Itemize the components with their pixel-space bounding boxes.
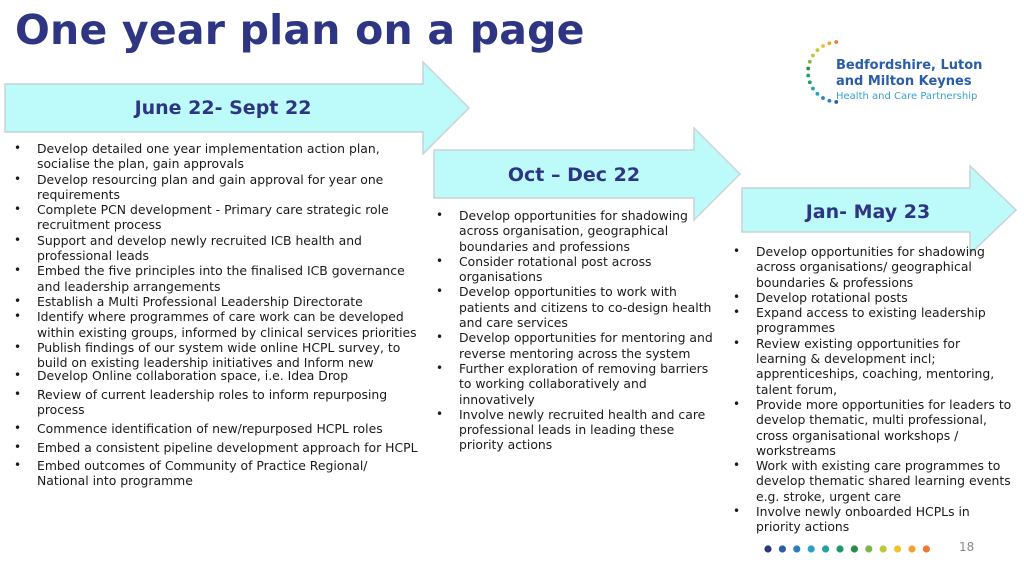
list-item: • Further exploration of removing barriers to working collaboratively and innovatively [436, 361, 720, 407]
list-item: • Identify where programmes of care work can be developed within existing groups, informed by clinical services priorities [14, 309, 422, 340]
bullet-list-phase-3 [733, 244, 1013, 535]
phase-label-1: June 22- Sept 22 [134, 97, 312, 119]
logo-dot [827, 41, 831, 45]
bullet-list-phase-1 [14, 141, 422, 489]
list-item: • Support and develop newly recruited ICB health and professional leads [14, 233, 422, 264]
list-item: • Review of current leadership roles to inform repurposing process [14, 387, 422, 418]
list-item: • Develop detailed one year implementation action plan, socialise the plan, gain approvals [14, 141, 422, 172]
list-item: • Review existing opportunities for learning & development incl; apprenticeships, coaching, mentoring, talent forum, [733, 336, 1013, 397]
logo-dot [808, 60, 812, 64]
footer-dot [851, 545, 858, 552]
list-item: • Publish findings of our system wide online HCPL survey, to build on existing leadership initiatives and Inform new [14, 340, 422, 371]
logo-line-3: Health and Care Partnership [836, 91, 978, 102]
logo-text [836, 58, 982, 103]
phase-arrow-3 [740, 164, 1020, 256]
bullet-list-phase-2 [436, 208, 720, 453]
logo-dot [816, 92, 820, 96]
list-item: • Develop Online collaboration space, i.e. Idea Drop [14, 368, 422, 383]
footer-dot [865, 545, 872, 552]
list-item: • Work with existing care programmes to develop thematic shared learning events e.g. stroke, urgent care [733, 458, 1013, 504]
footer-dot [808, 545, 815, 552]
list-item: • Embed outcomes of Community of Practice Regional/ National into programme [14, 458, 422, 489]
footer-dot [836, 545, 843, 552]
list-item: • Embed a consistent pipeline development approach for HCPL [14, 440, 422, 455]
logo-dot [834, 40, 838, 44]
page-number: 18 [959, 540, 975, 554]
logo-line-1: Bedfordshire, Luton [836, 58, 983, 73]
logo-dot [811, 54, 815, 58]
footer-dot [779, 545, 786, 552]
footer-dots-decoration [764, 544, 944, 554]
logo-dot [821, 96, 825, 100]
footer-dot [764, 545, 771, 552]
footer-dot [908, 545, 915, 552]
logo-dot [827, 99, 831, 103]
list-item: • Develop opportunities for shadowing across organisations/ geographical boundaries & professions [733, 244, 1013, 290]
list-item: • Develop opportunities for shadowing across organisation, geographical boundaries and professions [436, 208, 720, 254]
list-item: • Develop rotational posts [733, 290, 1013, 305]
phase-label-2: Oct – Dec 22 [507, 164, 641, 186]
list-item: • Expand access to existing leadership programmes [733, 305, 1013, 336]
list-item: • Provide more opportunities for leaders to develop thematic, multi professional, cross organisational workshops / workstreams [733, 397, 1013, 458]
logo [800, 36, 990, 106]
footer-dot [793, 545, 800, 552]
logo-dot [806, 74, 810, 78]
list-item: • Involve newly onboarded HCPLs in priority actions [733, 504, 1013, 535]
list-item: • Establish a Multi Professional Leadership Directorate [14, 294, 422, 309]
list-item: • Involve newly recruited health and care professional leads in leading these priority actions [436, 407, 720, 453]
list-item: • Embed the five principles into the finalised ICB governance and leadership arrangements [14, 263, 422, 294]
logo-dot [821, 44, 825, 48]
footer-dot [880, 545, 887, 552]
logo-dot [816, 48, 820, 52]
list-item: • Consider rotational post across organisations [436, 254, 720, 285]
list-item: • Develop opportunities for mentoring and reverse mentoring across the system [436, 330, 720, 361]
logo-dot [808, 80, 812, 84]
logo-line-2: and Milton Keynes [836, 74, 972, 89]
footer-dot [822, 545, 829, 552]
logo-dot [811, 87, 815, 91]
list-item: • Commence identification of new/repurposed HCPL roles [14, 421, 422, 436]
logo-dot [806, 67, 810, 71]
logo-dots-icon [800, 36, 840, 106]
footer-dot [894, 545, 901, 552]
page-title: One year plan on a page [15, 6, 585, 54]
list-item: • Complete PCN development - Primary care strategic role recruitment process [14, 202, 422, 233]
list-item: • Develop resourcing plan and gain approval for year one requirements [14, 172, 422, 203]
footer-dot [923, 545, 930, 552]
list-item: • Develop opportunities to work with patients and citizens to co-design health and care services [436, 284, 720, 330]
phase-label-3: Jan- May 23 [805, 201, 931, 223]
